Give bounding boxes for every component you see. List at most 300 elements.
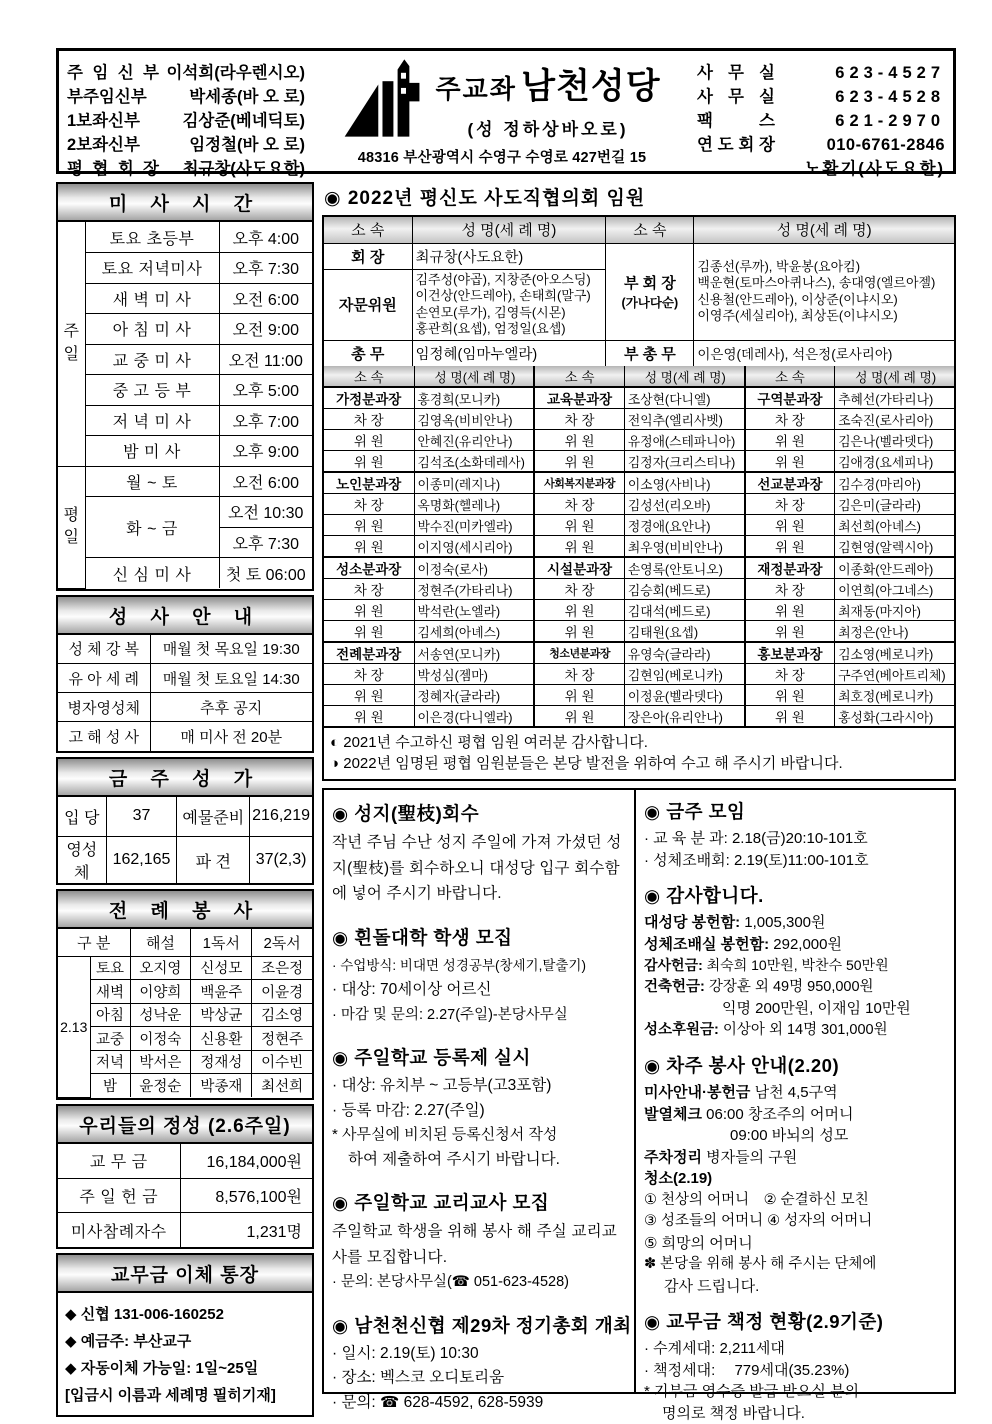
dept-name: 김영옥(비비안나) <box>414 409 534 430</box>
dept-name: 이종미(레지나) <box>414 472 534 494</box>
contact-label: 연 도 회 장 <box>697 131 775 155</box>
council-role-chair: 회 장 <box>324 243 412 269</box>
diocese-label: 주교좌 <box>435 74 516 104</box>
dept-role: 재정분과장 <box>745 557 835 579</box>
offering-value: 1,231명 <box>180 1213 312 1248</box>
dept-role: 차 장 <box>745 409 835 430</box>
announcement-line <box>644 1233 950 1255</box>
dept-name: 장은아(유리안나) <box>624 706 744 727</box>
contact-label: 사 무 실 <box>697 83 775 107</box>
council-name: 최규창(사도요한) <box>412 243 606 269</box>
dept-role: 구역분과장 <box>745 387 835 409</box>
announcement-line <box>332 1099 630 1124</box>
clergy-role: 평 협 회 장 <box>67 155 159 179</box>
dept-role: 차 장 <box>324 409 414 430</box>
liturgy-table <box>58 929 312 1098</box>
liturgy-slot: 아침 <box>90 1003 130 1027</box>
hymns-section <box>56 757 314 886</box>
announcement-title: ◉ 주일학교 등록제 실시 <box>332 1044 630 1070</box>
dept-name: 유정애(스테파니아) <box>624 430 744 451</box>
liturgy-col-header: 구 분 <box>58 929 130 956</box>
contact-value: 623-4528 <box>835 88 945 107</box>
liturgy-reader1: 박상균 <box>191 1003 252 1027</box>
mass-name: 교 중 미 사 <box>85 344 219 375</box>
council-officers-table <box>324 217 954 366</box>
announcement-line-label: 감사헌금: <box>644 957 703 973</box>
dept-role: 차 장 <box>324 494 414 515</box>
mass-time: 오후 7:30 <box>219 527 312 558</box>
council-col-header: 성 명(세 례 명) <box>624 366 744 387</box>
announcement-line <box>644 1276 950 1298</box>
council-col-header: 소 속 <box>745 366 835 387</box>
dept-role: 청소년분과장 <box>534 642 624 664</box>
dept-role: 차 장 <box>324 664 414 685</box>
council-name: 이건상(안드레아), 손태희(말구) <box>416 288 603 305</box>
announcement-line-text: 06:00 창조주의 어머니 <box>702 1106 853 1123</box>
dept-role: 위 원 <box>324 685 414 706</box>
council-col-header: 소 속 <box>324 217 412 243</box>
bank-line: ◆ 자동이체 가능일: 1일~25일 <box>65 1355 306 1382</box>
dept-role: 차 장 <box>534 579 624 600</box>
announcement-line <box>644 955 950 977</box>
offering-value: 8,576,100원 <box>180 1178 312 1213</box>
announcement-line-text: * 기부금 영수증 발급 받으실 분의 <box>644 1383 859 1400</box>
liturgy-reader2: 이수빈 <box>252 1050 312 1074</box>
dept-role: 위 원 <box>745 621 835 643</box>
council-role-secretary: 총 무 <box>324 340 412 366</box>
announcement-line <box>332 1270 630 1295</box>
liturgy-service-section <box>56 889 314 1100</box>
contact-row <box>697 59 945 83</box>
dept-name: 김은나(벨라뎃다) <box>835 430 954 451</box>
bank-transfer-section <box>56 1253 314 1417</box>
dept-name: 정혜자(글라라) <box>414 685 534 706</box>
dept-name: 최재동(마지아) <box>835 600 954 621</box>
liturgy-reader1: 정재성 <box>191 1050 252 1074</box>
mass-day-group-sunday: 주 일 <box>58 222 85 466</box>
dept-role: 위 원 <box>534 430 624 451</box>
announcement-line-text: ① 천상의 어머니 ② 순결하신 모친 <box>644 1192 869 1208</box>
announcement-line-label: 청소(2.19) <box>644 1170 712 1187</box>
dept-role: 위 원 <box>534 621 624 643</box>
announcement-section <box>644 1308 950 1424</box>
liturgy-commentator: 성낙운 <box>130 1003 191 1027</box>
council-role-vice-secretary: 부 총 무 <box>606 340 694 366</box>
announcement-section <box>332 1312 630 1416</box>
announcement-line-text: · 문의: ☎ 628-4592, 628-5939 <box>332 1394 543 1411</box>
announcement-line <box>644 850 950 872</box>
dept-role: 차 장 <box>745 494 835 515</box>
announcement-line-label: 발열체크 <box>644 1106 702 1123</box>
announcement-line <box>644 912 950 934</box>
dept-role: 위 원 <box>534 706 624 727</box>
dept-name: 이종화(안드레아) <box>835 557 954 579</box>
liturgy-reader1: 신용환 <box>191 1027 252 1051</box>
clergy-role: 1보좌신부 <box>67 107 159 131</box>
announcement-line-label: 미사안내·봉헌금 <box>644 1084 750 1101</box>
announcement-title: ◉ 감사합니다. <box>644 882 950 908</box>
dept-name: 김은미(글라라) <box>835 494 954 515</box>
council-col-header: 성 명(세 례 명) <box>835 366 954 387</box>
announcement-line-text: 하여 제출하여 주시기 바랍니다. <box>348 1151 560 1168</box>
announcement-section <box>644 798 950 871</box>
announcement-line-label: 성소후원금: <box>644 1022 719 1038</box>
announcement-line <box>644 1381 950 1403</box>
council-names <box>694 243 954 340</box>
dept-role: 위 원 <box>745 451 835 473</box>
dept-name: 김정자(크리스티나) <box>624 451 744 473</box>
dept-name: 김승회(베드로) <box>624 579 744 600</box>
church-logo-icon <box>343 57 427 139</box>
hymn-label: 영성체 <box>58 837 106 884</box>
announcement-line <box>332 1123 630 1148</box>
sacrament-time: 매 미사 전 20분 <box>150 722 312 751</box>
announcement-section <box>332 800 630 907</box>
bank-line: [입금시 이름과 세례명 필히기재] <box>65 1382 306 1409</box>
liturgy-commentator: 오지영 <box>130 956 191 980</box>
mass-time: 오전 6:00 <box>219 466 312 497</box>
masthead <box>56 48 956 174</box>
announcement-line-text: · 문의: 본당사무실(☎ 051-623-4528) <box>332 1274 569 1290</box>
announcement-line-text: 09:00 바뇌의 성모 <box>730 1127 848 1144</box>
announcements-column-right <box>636 790 954 1392</box>
dept-name: 서송연(모니카) <box>414 642 534 664</box>
dept-role: 사회복지분과장 <box>534 472 624 494</box>
mass-time: 첫 토 06:00 <box>219 558 312 589</box>
announcement-line-text: 292,000원 <box>769 936 842 953</box>
announcement-line-text: · 대상: 70세이상 어르신 <box>332 981 491 998</box>
dept-role: 전례분과장 <box>324 642 414 664</box>
announcement-line <box>332 1003 630 1028</box>
council-departments-table <box>324 366 954 726</box>
sacrament-name: 병자영성체 <box>58 693 150 722</box>
announcement-line <box>332 1391 630 1416</box>
council-col-header: 성 명(세 례 명) <box>694 217 954 243</box>
mass-name: 신 심 미 사 <box>85 558 219 589</box>
dept-role: 위 원 <box>324 706 414 727</box>
mass-name: 새 벽 미 사 <box>85 283 219 314</box>
hymn-label: 입 당 <box>58 797 106 837</box>
dept-name: 안혜진(유리안나) <box>414 430 534 451</box>
announcement-line <box>644 934 950 956</box>
announcement-line <box>332 1148 630 1173</box>
announcement-line-text: 감사 드립니다. <box>664 1278 759 1295</box>
mass-times-section <box>56 182 314 591</box>
announcement-line <box>644 1147 950 1169</box>
dept-role: 위 원 <box>534 600 624 621</box>
patron-saint: (성 정하상바오로) <box>435 115 660 140</box>
mass-time: 오후 4:00 <box>219 222 312 253</box>
announcement-line-text: · 성체조배회: 2.19(토)11:00-101호 <box>644 852 869 869</box>
dept-name: 정현주(가타리나) <box>414 579 534 600</box>
announcement-line-text: · 책정세대: 779세대(35.23%) <box>644 1362 849 1379</box>
sacrament-time: 추후 공지 <box>150 693 312 722</box>
liturgy-commentator: 이정숙 <box>130 1027 191 1051</box>
announcement-line-label: 건축헌금: <box>644 979 705 995</box>
clergy-row <box>67 83 305 107</box>
dept-role: 위 원 <box>324 430 414 451</box>
liturgy-col-header: 해설 <box>130 929 191 956</box>
announcement-line <box>332 978 630 1003</box>
mass-time: 오후 7:00 <box>219 405 312 436</box>
liturgy-reader1: 백윤주 <box>191 980 252 1004</box>
dept-role: 차 장 <box>745 664 835 685</box>
offerings-table <box>58 1144 312 1248</box>
council-name: 이영주(세실리아), 최상돈(이냐시오) <box>697 308 951 325</box>
section-title-hymns: 금 주 성 가 <box>58 759 312 797</box>
council-role-sub: (가나다순) <box>606 293 693 311</box>
dept-name: 김애경(요세피나) <box>835 451 954 473</box>
council-names <box>412 269 606 340</box>
dept-role: 홍보분과장 <box>745 642 835 664</box>
hymn-label: 예물준비 <box>177 797 250 837</box>
liturgy-slot: 저녁 <box>90 1050 130 1074</box>
announcement-line-label: 대성당 봉헌함: <box>644 914 740 931</box>
mass-time: 오전 10:30 <box>219 497 312 528</box>
announcement-line <box>644 1403 950 1424</box>
announcement-line-text: · 일시: 2.19(토) 10:30 <box>332 1345 479 1362</box>
offerings-section <box>56 1104 314 1250</box>
announcement-line <box>332 1074 630 1099</box>
clergy-name: 이석희(라우렌시오) <box>166 59 305 83</box>
liturgy-commentator: 박서은 <box>130 1050 191 1074</box>
contact-label: 사 무 실 <box>697 59 775 83</box>
clergy-row <box>67 107 305 131</box>
council-name: 신용철(안드레아), 이상준(이냐시오) <box>697 292 951 309</box>
dept-name: 이은경(다니엘라) <box>414 706 534 727</box>
council-role-vice-chair <box>606 243 694 340</box>
council-box <box>322 215 956 781</box>
council-col-header: 성 명(세 례 명) <box>414 366 534 387</box>
church-title <box>435 59 660 109</box>
dept-role: 위 원 <box>745 430 835 451</box>
announcement-line <box>644 828 950 850</box>
hymns-table <box>58 797 312 884</box>
dept-name: 손영록(안토니오) <box>624 557 744 579</box>
council-name: 김주성(야곱), 지창준(아오스딩) <box>416 272 603 289</box>
announcement-line <box>332 954 630 979</box>
dept-name: 옥명화(헬레나) <box>414 494 534 515</box>
dept-name: 최정은(안나) <box>835 621 954 643</box>
announcement-line-text: ✽ 본당을 위해 봉사 해 주시는 단체에 <box>644 1256 876 1272</box>
hymn-number: 37 <box>106 797 177 837</box>
clergy-list <box>59 51 309 171</box>
dept-role: 시설분과장 <box>534 557 624 579</box>
liturgy-slot: 토요 <box>90 956 130 980</box>
dept-name: 김소영(베로니카) <box>835 642 954 664</box>
announcement-line <box>332 1366 630 1391</box>
announcement-line-text: 최숙희 10만원, 박찬수 50만원 <box>703 957 889 973</box>
liturgy-date: 2.13 <box>58 956 90 1097</box>
dept-name: 김세희(아녜스) <box>414 621 534 643</box>
church-title-block <box>435 57 660 140</box>
contact-list <box>695 51 953 171</box>
mass-name: 저 녁 미 사 <box>85 405 219 436</box>
clergy-role: 부주임신부 <box>67 83 159 107</box>
announcement-line <box>644 1020 950 1042</box>
dept-name: 김수경(마리아) <box>835 472 954 494</box>
announcement-line <box>332 1219 630 1270</box>
dept-role: 차 장 <box>324 579 414 600</box>
dept-name: 홍성화(그라시아) <box>835 706 954 727</box>
offering-value: 16,184,000원 <box>180 1144 312 1179</box>
announcement-title: ◉ 차주 봉사 안내(2.20) <box>644 1052 950 1078</box>
dept-role: 위 원 <box>324 536 414 558</box>
announcement-section <box>644 1052 950 1297</box>
hymn-number: 216,219 <box>250 797 312 837</box>
hymn-label: 파 견 <box>177 837 250 884</box>
announcement-section <box>332 1189 630 1295</box>
clergy-name: 박세종(바 오 로) <box>189 83 305 107</box>
contact-row <box>697 107 945 131</box>
council-col-header: 소 속 <box>606 217 694 243</box>
announcement-title: ◉ 주일학교 교리교사 모집 <box>332 1189 630 1215</box>
contact-value: 010-6761-2846 <box>827 136 945 155</box>
sacrament-name: 고 해 성 사 <box>58 722 150 751</box>
announcements-column-left <box>324 790 636 1392</box>
dept-role: 성소분과장 <box>324 557 414 579</box>
dept-name: 김성선(리오바) <box>624 494 744 515</box>
dept-role: 위 원 <box>745 685 835 706</box>
left-column <box>56 182 314 1421</box>
council-col-header: 소 속 <box>534 366 624 387</box>
dept-role: 선교분과장 <box>745 472 835 494</box>
mass-name: 밤 미 사 <box>85 436 219 467</box>
mass-time: 오전 6:00 <box>219 283 312 314</box>
announcement-line-text: 1,005,300원 <box>740 914 825 931</box>
announcement-line-text: 주일학교 학생을 위해 봉사 해 주실 교리교사를 모집합니다. <box>332 1223 617 1266</box>
mass-time: 오후 7:30 <box>219 253 312 284</box>
offering-label: 미사참례자수 <box>58 1213 180 1248</box>
dept-role: 위 원 <box>324 621 414 643</box>
council-title: ◉ 2022년 평신도 사도직협의회 임원 <box>322 182 956 215</box>
mass-name: 토요 초등부 <box>85 222 219 253</box>
announcement-line <box>644 1190 950 1212</box>
dept-name: 이정숙(로사) <box>414 557 534 579</box>
dept-name: 유영숙(글라라) <box>624 642 744 664</box>
clergy-row <box>67 155 305 179</box>
mass-name: 토요 저녁미사 <box>85 253 219 284</box>
dept-name: 김현영(알렉시아) <box>835 536 954 558</box>
announcement-line-text: 익명 200만원, 이재임 10만원 <box>722 1000 911 1017</box>
announcement-line-text: · 수계세대: 2,211세대 <box>644 1340 785 1357</box>
dept-name: 김석조(소화데레사) <box>414 451 534 473</box>
liturgy-commentator: 윤정순 <box>130 1074 191 1098</box>
liturgy-reader1: 박종재 <box>191 1074 252 1098</box>
announcement-line <box>644 977 950 999</box>
dept-name: 추혜선(가타리나) <box>835 387 954 409</box>
logo-title-row <box>343 57 660 140</box>
dept-role: 교육분과장 <box>534 387 624 409</box>
announcements-box <box>322 788 956 1394</box>
announcement-line-text: 이상아 외 14명 301,000원 <box>719 1022 888 1038</box>
liturgy-slot: 교중 <box>90 1027 130 1051</box>
council-name: 백운현(토마스아퀴나스), 송대영(엘르아젤) <box>697 275 951 292</box>
announcement-line-text: ⑤ 희망의 어머니 <box>644 1235 753 1252</box>
announcement-title: ◉ 남천천신협 제29차 정기총회 개최 <box>332 1312 630 1338</box>
announcement-line-text: · 교 육 분 과: 2.18(금)20:10-101호 <box>644 830 868 847</box>
dept-name: 전익추(엘리사벳) <box>624 409 744 430</box>
dept-name: 최선희(아녜스) <box>835 515 954 536</box>
section-title-liturgy: 전 례 봉 사 <box>58 891 312 929</box>
clergy-name: 김상준(베네딕토) <box>182 107 305 131</box>
sacraments-table <box>58 635 312 751</box>
announcement-line <box>644 1360 950 1382</box>
mass-time: 오후 5:00 <box>219 375 312 406</box>
dept-role: 위 원 <box>534 685 624 706</box>
bank-line: ◆ 예금주: 부산교구 <box>65 1328 306 1355</box>
dept-role: 위 원 <box>745 515 835 536</box>
council-notes <box>324 726 954 779</box>
dept-role: 차 장 <box>534 409 624 430</box>
sacrament-name: 유 아 세 례 <box>58 664 150 693</box>
contact-value: 623-4527 <box>835 64 945 83</box>
council-note: ◑ 2022년 임명된 평협 임원분들은 본당 발전을 위하여 수고 해 주시기 바랍니다. <box>330 753 948 774</box>
announcement-line <box>644 1338 950 1360</box>
bank-line: ◆ 신협 131-006-160252 <box>65 1301 306 1328</box>
offering-label: 주 일 헌 금 <box>58 1178 180 1213</box>
council-name: 홍관희(요셉), 엄정일(요셉) <box>416 321 603 338</box>
sacraments-section <box>56 595 314 753</box>
section-title-mass-times: 미 사 시 간 <box>58 184 312 222</box>
liturgy-reader2: 조은정 <box>252 956 312 980</box>
mass-name: 아 침 미 사 <box>85 314 219 345</box>
dept-name: 이지영(세시리아) <box>414 536 534 558</box>
announcement-line <box>332 830 630 907</box>
dept-name: 이소영(사비나) <box>624 472 744 494</box>
announcement-title: ◉ 금주 모임 <box>644 798 950 824</box>
announcement-line-label: 성체조배실 봉헌함: <box>644 936 769 953</box>
clergy-role: 주 임 신 부 <box>67 59 159 83</box>
announcement-title: ◉ 흰돌대학 학생 모집 <box>332 924 630 950</box>
hymn-number: 37(2,3) <box>250 837 312 884</box>
dept-name: 이정윤(벨라뎃다) <box>624 685 744 706</box>
dept-name: 김대석(베드로) <box>624 600 744 621</box>
mass-times-table <box>58 222 312 589</box>
right-column <box>322 182 956 1421</box>
dept-role: 위 원 <box>324 600 414 621</box>
dept-role: 위 원 <box>534 451 624 473</box>
announcement-line <box>644 1168 950 1190</box>
bank-account-info <box>58 1293 312 1415</box>
dept-role: 위 원 <box>745 600 835 621</box>
liturgy-col-header: 2독서 <box>252 929 312 956</box>
clergy-row <box>67 59 305 83</box>
announcement-title: ◉ 교무금 책정 현황(2.9기준) <box>644 1308 950 1334</box>
sacrament-time: 매월 첫 목요일 19:30 <box>150 635 312 664</box>
announcement-line <box>644 1254 950 1276</box>
dept-name: 김현임(베로니카) <box>624 664 744 685</box>
dept-role: 차 장 <box>534 664 624 685</box>
announcement-line <box>644 998 950 1020</box>
dept-name: 이연희(아그네스) <box>835 579 954 600</box>
sacrament-name: 성 체 강 복 <box>58 635 150 664</box>
mass-time: 오전 9:00 <box>219 314 312 345</box>
contact-row <box>697 131 945 155</box>
council-name: 김종선(루까), 박윤봉(요아킴) <box>697 259 951 276</box>
announcement-line <box>644 1104 950 1126</box>
announcement-line-text: · 대상: 유치부 ~ 고등부(고3포함) <box>332 1077 551 1094</box>
church-identity <box>309 51 695 171</box>
announcement-section <box>332 1044 630 1172</box>
announcement-line-text: ③ 성조들의 어머니 ④ 성자의 어머니 <box>644 1213 872 1229</box>
dept-role: 위 원 <box>324 515 414 536</box>
liturgy-reader2: 이윤경 <box>252 980 312 1004</box>
sacrament-time: 매월 첫 토요일 14:30 <box>150 664 312 693</box>
announcement-line-text: 병자들의 구원 <box>702 1149 797 1166</box>
mass-time: 오후 9:00 <box>219 436 312 467</box>
liturgy-slot: 새벽 <box>90 980 130 1004</box>
